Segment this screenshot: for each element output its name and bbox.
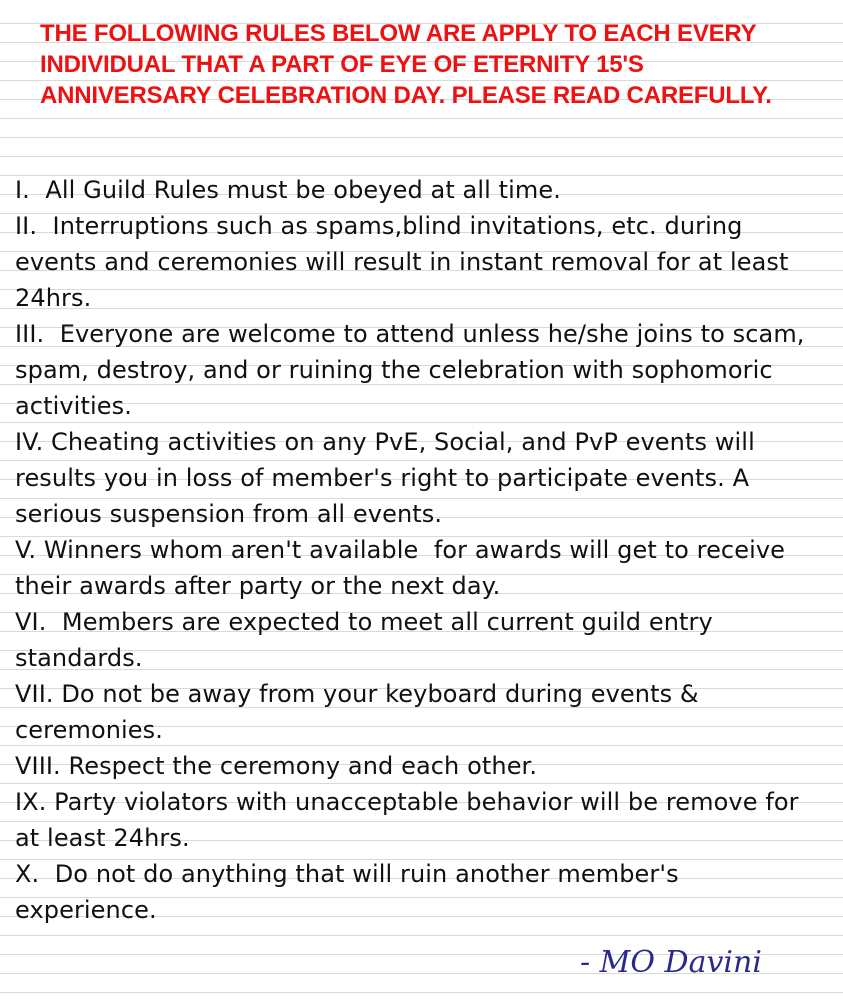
rule-item-3: III. Everyone are welcome to attend unless he/she joins to scam, spam, destroy, and or ruining the celebration with sophomoric activities. — [15, 320, 813, 420]
rule-item-4: IV. Cheating activities on any PvE, Social, and PvP events will results you in loss of member's right to participate events. A serious suspension from all events. — [15, 428, 763, 528]
rule-item-9: IX. Party violators with unacceptable behavior will be remove for at least 24hrs. — [15, 788, 807, 852]
rule-item-1: I. All Guild Rules must be obeyed at all time. — [15, 176, 561, 204]
rule-item-6: VI. Members are expected to meet all current guild entry standards. — [15, 608, 721, 672]
rule-item-2: II. Interruptions such as spams,blind invitations, etc. during events and ceremonies will result in instant removal for at least 24hrs. — [15, 212, 797, 312]
author-signature: - MO Davini — [580, 945, 762, 980]
rule-item-5: V. Winners whom aren't available for awards will get to receive their awards after party or the next day. — [15, 536, 793, 600]
rules-list — [15, 172, 815, 928]
rule-item-7: VII. Do not be away from your keyboard during events & ceremonies. — [15, 680, 707, 744]
rule-item-10: X. Do not do anything that will ruin another member's experience. — [15, 860, 687, 924]
rule-item-8: VIII. Respect the ceremony and each other. — [15, 752, 538, 780]
document-heading: THE FOLLOWING RULES BELOW ARE APPLY TO EACH EVERY INDIVIDUAL THAT A PART OF EYE OF ETERNITY 15'S ANNIVERSARY CELEBRATION DAY. PLEASE READ CAREFULLY. — [40, 20, 772, 109]
